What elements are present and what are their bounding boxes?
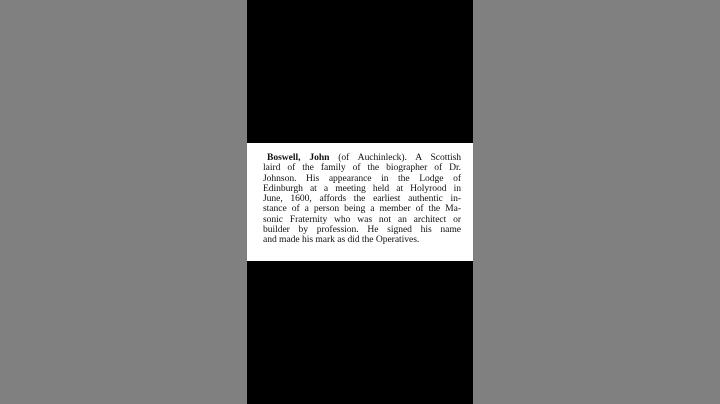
entry-line-9: and made his mark as did the Operatives. (263, 234, 420, 246)
entry-headword: Boswell, John (267, 152, 330, 163)
left-blur-panel (0, 0, 247, 404)
entry-line-8: builder by profession. He signed his name (263, 224, 461, 236)
entry-line-5: June, 1600, affords the earliest authentic in- (263, 193, 461, 205)
entry-text: (of Auchinleck). A Scottish (329, 152, 462, 163)
entry-line-4: Edinburgh at a meeting held at Holyrood in (263, 182, 461, 194)
right-blur-panel (473, 0, 720, 404)
entry-line-3: Johnson. His appearance in the Lodge of (263, 172, 461, 184)
encyclopedia-entry (263, 153, 461, 246)
entry-line-6: stance of a person being a member of the Ma- (263, 203, 461, 215)
entry-line-2: laird of the family of the biographer of Dr. (263, 162, 461, 174)
entry-line-7: sonic Fraternity who was not an architect or (263, 213, 461, 225)
document-excerpt (247, 143, 473, 261)
